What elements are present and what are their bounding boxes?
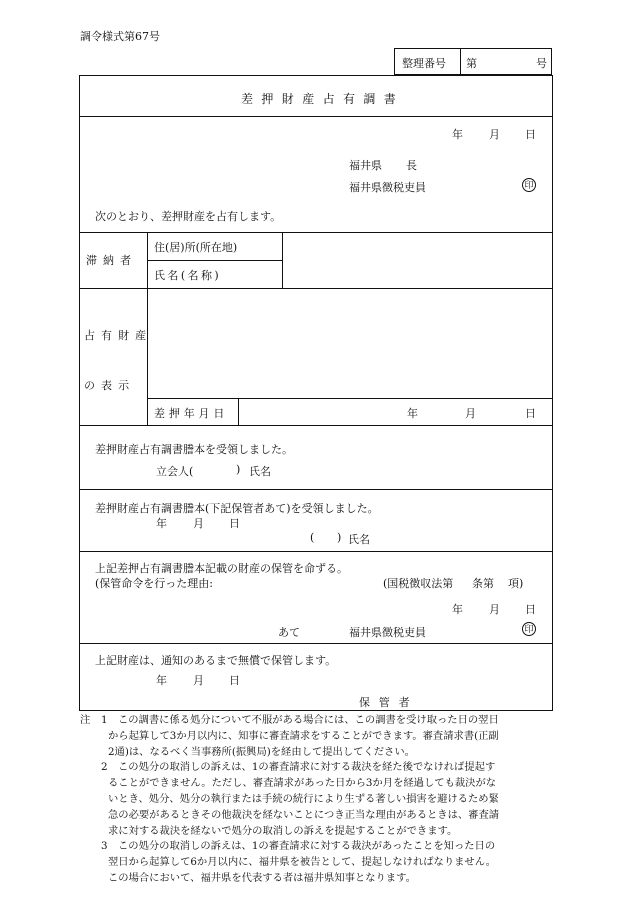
witness-close: )	[236, 463, 241, 476]
custodian-year: 年	[156, 674, 167, 687]
receipt2-name: 氏名	[348, 533, 370, 546]
note-3-number: 3	[101, 840, 108, 852]
note-2-line-2: ることができません。ただし、審査請求があった日から3か月を経過しても裁決がな	[108, 777, 497, 789]
custody-year: 年	[452, 603, 463, 616]
receipt1-top-line	[79, 425, 553, 426]
custody-to: あて	[278, 626, 300, 639]
custody-law: (国税徴収法第	[383, 577, 454, 590]
note-3-line-3: この場合において、福井県を代表する者は福井県知事となります。	[108, 872, 416, 884]
header-day: 日	[525, 128, 536, 141]
reference-divider	[460, 48, 461, 75]
note-1-line-1: この調書に係る処分について不服がある場合には、この調書を受け取った日の翌日	[118, 714, 499, 726]
governor-pref: 福井県	[349, 159, 382, 172]
seize-month: 月	[465, 407, 476, 420]
receipt2-top-line	[79, 489, 553, 490]
custodian-label: 保管者	[359, 696, 419, 709]
custody-seal-mark: 印	[522, 622, 536, 636]
note-2-line-3: いとき、処分、処分の執行または手続の続行により生ずる著しい損害を避けるため緊	[108, 793, 499, 805]
receipt2-open: (	[310, 531, 315, 544]
custodian-text: 上記財産は、通知のあるまで無償で保管します。	[95, 654, 337, 667]
taxpayer-top-line	[79, 232, 553, 233]
receipt1-text: 差押財産占有調書謄本を受領しました。	[95, 443, 293, 456]
custodian-month: 月	[193, 674, 204, 687]
custodian-top-line	[79, 643, 553, 644]
seal-mark: 印	[522, 178, 536, 192]
custody-top-line	[79, 551, 553, 552]
official-title: 福井県徴税吏員	[349, 181, 426, 194]
custody-order-text: 上記差押占有調書謄本記載の財産の保管を命ずる。	[95, 562, 348, 575]
seize-day: 日	[525, 407, 536, 420]
witness-name: 氏名	[249, 465, 271, 478]
address-label: 住(居)所(所在地)	[154, 241, 238, 254]
receipt2-close: )	[337, 531, 342, 544]
receipt2-month: 月	[193, 517, 204, 530]
seize-date-label: 差押年月日	[154, 407, 229, 420]
form-frame	[79, 75, 553, 711]
receipt2-text: 差押財産占有調書謄本(下記保管者あて)を受領しました。	[95, 502, 379, 515]
note-2-line-5: 求に対する裁決を経ないで処分の取消しの訴えを提起することができます。	[108, 825, 458, 837]
note-2-number: 2	[101, 761, 108, 773]
header-month: 月	[489, 128, 500, 141]
note-3-line-1: この処分の取消しの訴えは、1の審査請求に対する裁決があったことを知った日の	[118, 840, 496, 852]
custody-month: 月	[489, 603, 500, 616]
property-label-bottom: の表示	[84, 379, 136, 392]
property-label-top: 占有財産	[84, 329, 153, 342]
note-3-line-2: 翌日から起算して6か月以内に、福井県を被告として、提起しなければなりません。	[108, 856, 496, 868]
note-1-line-2: から起算して3か月以内に、知事に審査請求をすることができます。審査請求書(正副	[108, 730, 499, 742]
note-1-line-3: 2通)は、なるべく当事務所(振興局)を経由して提出してください。	[108, 746, 415, 758]
custody-article: 条第	[472, 577, 494, 590]
form-title: 差押財産占有調書	[241, 92, 405, 106]
custody-reason: (保管命令を行った理由:	[95, 577, 213, 590]
witness-label: 立会人(	[156, 465, 194, 478]
note-2-line-1: この処分の取消しの訴えは、1の審査請求に対する裁決を経た後でなければ提起す	[118, 761, 496, 773]
occupation-statement: 次のとおり、差押財産を占有します。	[95, 210, 282, 223]
form-number: 調令様式第67号	[80, 30, 160, 43]
notes-label: 注	[80, 714, 91, 726]
reference-dai: 第	[466, 57, 477, 70]
seize-date-line	[147, 398, 553, 399]
receipt2-year: 年	[156, 517, 167, 530]
custody-official: 福井県徴税吏員	[349, 626, 426, 639]
taxpayer-mid-line	[147, 260, 283, 261]
taxpayer-label: 滞納者	[86, 254, 138, 267]
note-2-line-4: 急の必要があるときその他裁決を経ないことにつき正当な理由があるときは、審査請	[108, 809, 500, 821]
property-top-line	[79, 288, 553, 289]
receipt2-day: 日	[229, 517, 240, 530]
custody-paragraph: 項)	[508, 577, 524, 590]
header-year: 年	[452, 128, 463, 141]
governor-role: 長	[406, 159, 417, 172]
seize-year: 年	[407, 407, 418, 420]
reference-label: 整理番号	[402, 57, 446, 70]
custodian-day: 日	[229, 674, 240, 687]
seize-date-divider	[238, 398, 239, 425]
custody-day: 日	[525, 603, 536, 616]
title-divider	[79, 116, 553, 117]
note-1-number: 1	[101, 714, 108, 726]
reference-go: 号	[536, 57, 547, 70]
name-label: 氏名(名称)	[154, 269, 222, 282]
